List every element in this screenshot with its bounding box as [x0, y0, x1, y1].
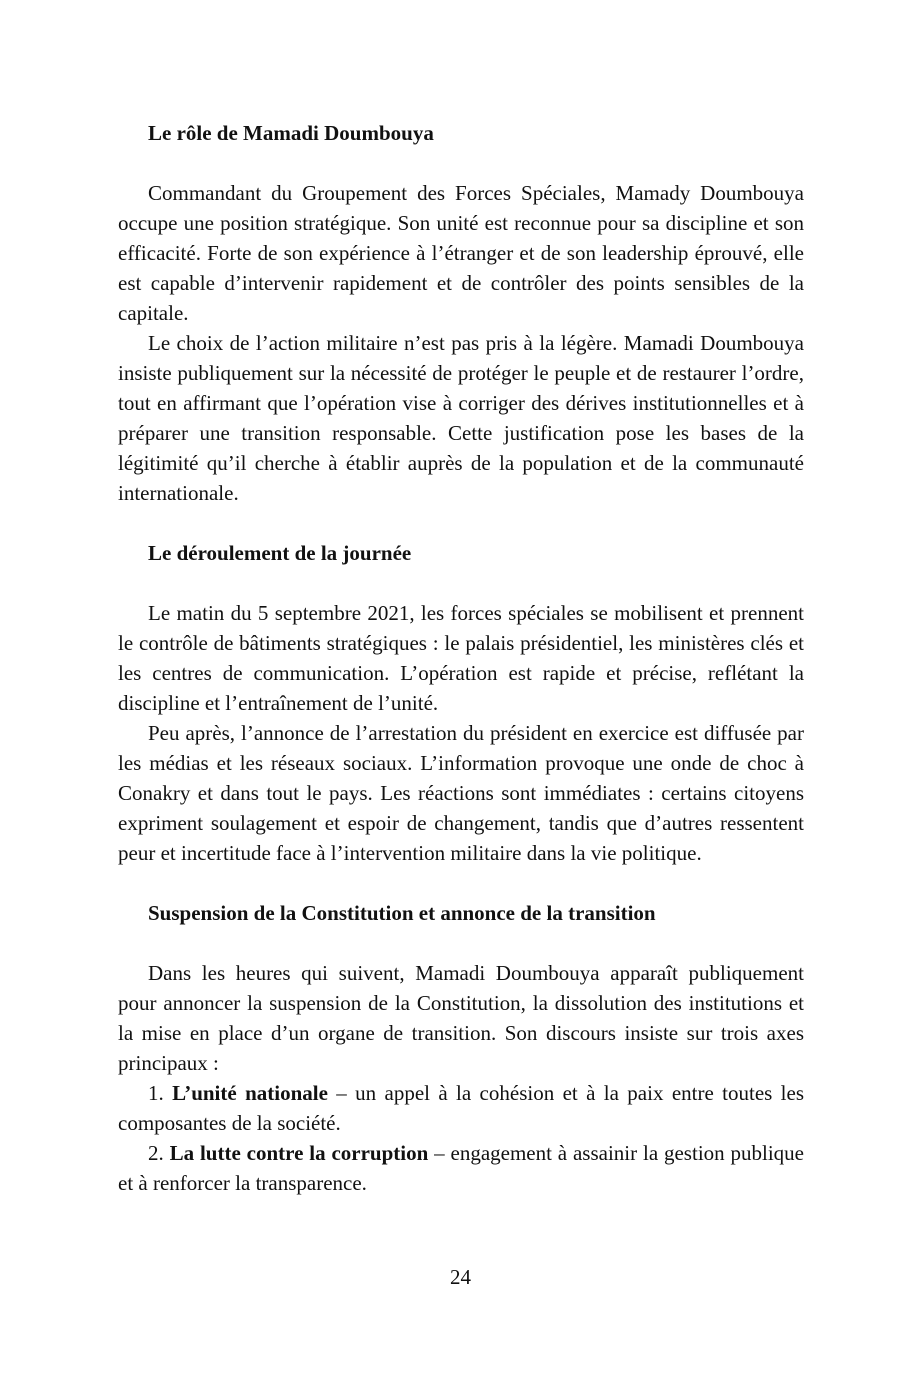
page-body — [118, 118, 804, 1198]
section-heading-role: Le rôle de Mamadi Doumbouya — [148, 121, 434, 145]
section-heading-suspension: Suspension de la Constitution et annonce de la transition — [148, 901, 656, 925]
paragraph-suspension-1: Dans les heures qui suivent, Mamadi Doumbouya apparaît publiquement pour annoncer la suspension de la Constitution, la dissolution des institutions et la mise en place d’un organe de transition. Son discours insiste sur trois axes principaux : — [118, 961, 804, 1075]
list-item-bold: La lutte contre la corruption — [169, 1141, 429, 1165]
page-number: 24 — [450, 1265, 471, 1289]
paragraph-deroulement-2: Peu après, l’annonce de l’arrestation du président en exercice est diffusée par les médias et les réseaux sociaux. L’information provoque une onde de choc à Conakry et dans tout le pays. Les réactions sont immédiates : certains citoyens expriment soulagement et espoir de changement, tandis que d’autres ressentent peur et incertitude face à l’intervention militaire dans la vie politique. — [118, 721, 804, 865]
paragraph-role-2: Le choix de l’action militaire n’est pas pris à la légère. Mamadi Doumbouya insiste publiquement sur la nécessité de protéger le peuple et de restaurer l’ordre, tout en affirmant que l’opération vise à corriger des dérives institutionnelles et à préparer une transition responsable. Cette justification pose les bases de la légitimité qu’il cherche à établir auprès de la population et de la communauté internationale. — [118, 331, 804, 505]
list-item-bold: L’unité nationale — [172, 1081, 328, 1105]
section-heading-deroulement: Le déroulement de la journée — [148, 541, 412, 565]
paragraph-role-1: Commandant du Groupement des Forces Spéciales, Mamady Doumbouya occupe une position stratégique. Son unité est reconnue pour sa discipline et son efficacité. Forte de son expérience à l’étranger et de son leadership éprouvé, elle est capable d’intervenir rapidement et de contrôler des points sensibles de la capitale. — [118, 181, 804, 325]
list-number: 1. — [148, 1081, 164, 1105]
list-number: 2. — [148, 1141, 164, 1165]
list-item-text: – engagement à assainir la gestion publique et à renforcer la transparence. — [118, 1141, 804, 1195]
list-item-unite — [118, 1078, 804, 1138]
list-item-text: – un appel à la cohésion et à la paix entre toutes les composantes de la société. — [118, 1081, 805, 1135]
list-item-corruption — [118, 1138, 804, 1198]
paragraph-deroulement-1: Le matin du 5 septembre 2021, les forces spéciales se mobilisent et prennent le contrôle de bâtiments stratégiques : le palais présidentiel, les ministères clés et les centres de communication. L’opération est rapide et précise, reflétant la discipline et l’entraînement de l’unité. — [118, 601, 804, 715]
